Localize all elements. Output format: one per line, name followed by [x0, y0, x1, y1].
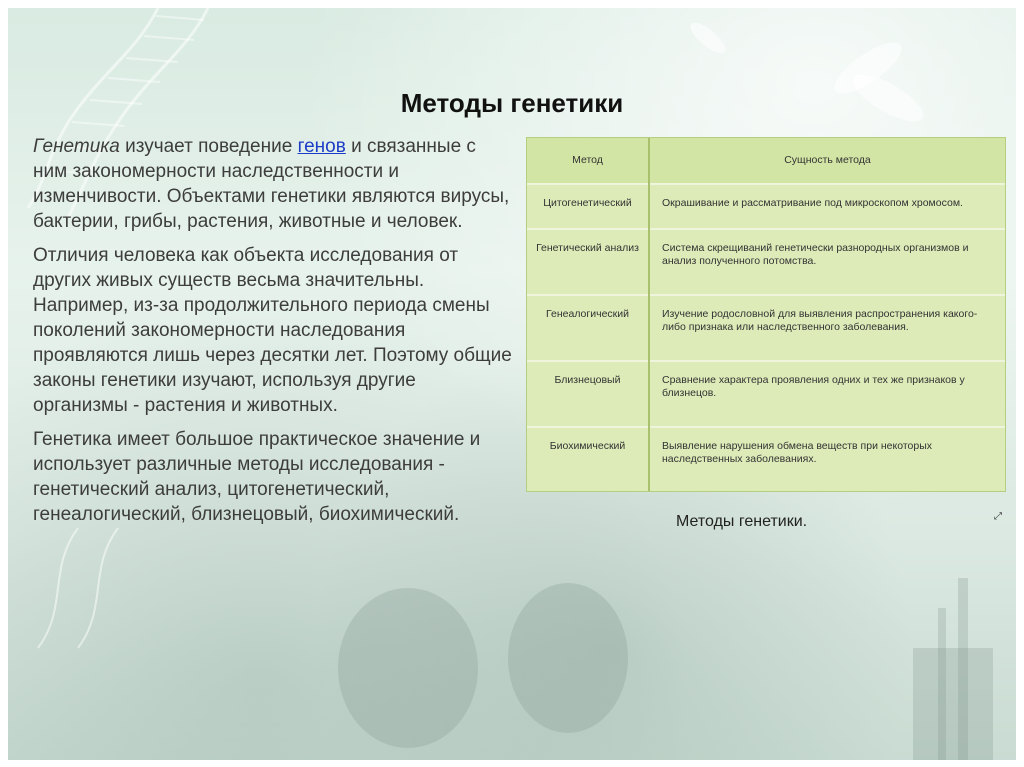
- table-row: [527, 184, 1005, 229]
- table-row: [527, 361, 1005, 427]
- page-title: Методы генетики: [400, 88, 624, 118]
- paragraph-differences: Отличия человека как объекта исследования от других живых существ весьма значительны. Например, из-за продолжительного периода смены поколений закономерности наследования проявляются лишь через десятки лет. Поэтому общие законы генетики изучают, используя другие организмы - растения и животных.: [33, 245, 512, 416]
- method-cell: Генетический анализ: [527, 229, 649, 295]
- essence-cell: Система скрещиваний генетически разнородных организмов и анализ полученного потомства.: [649, 229, 1005, 295]
- header-essence: Сущность метода: [649, 138, 1005, 184]
- essence-cell: Выявление нарушения обмена веществ при некоторых наследственных заболеваниях.: [649, 427, 1005, 491]
- term-genetics: Генетика: [33, 136, 120, 157]
- essence-cell: Окрашивание и рассматривание под микроскопом хромосом.: [649, 184, 1005, 229]
- method-cell: Генеалогический: [527, 295, 649, 361]
- intro-text-b: и связанные с ним закономерности наследственности и изменчивости. Объектами генетики являются вирусы, бактерии, грибы, растения, животные и человек.: [33, 136, 510, 232]
- table-row: [527, 427, 1005, 491]
- essence-cell: Сравнение характера проявления одних и тех же признаков у близнецов.: [649, 361, 1005, 427]
- methods-table: [526, 137, 1006, 492]
- paragraph-intro: [33, 134, 513, 234]
- table-header-row: [527, 138, 1005, 184]
- essence-cell: Изучение родословной для выявления распространения какого-либо признака или наследственного заболевания.: [649, 295, 1005, 361]
- table-row: [527, 295, 1005, 361]
- intro-text-a: изучает поведение: [119, 136, 298, 157]
- slide: [8, 8, 1016, 760]
- method-cell: Близнецовый: [527, 361, 649, 427]
- table-caption: Методы генетики.: [676, 513, 808, 530]
- paragraph-practical: Генетика имеет большое практическое значение и использует различные методы исследования - генетический анализ, цитогенетический, генеалогический, близнецовый, биохимический.: [33, 429, 481, 525]
- method-cell: Биохимический: [527, 427, 649, 491]
- expand-icon[interactable]: ⤢: [994, 511, 1002, 522]
- table-row: [527, 229, 1005, 295]
- method-cell: Цитогенетический: [527, 184, 649, 229]
- body-text: [33, 134, 513, 536]
- header-method: Метод: [527, 138, 649, 184]
- genes-link[interactable]: генов: [297, 136, 346, 157]
